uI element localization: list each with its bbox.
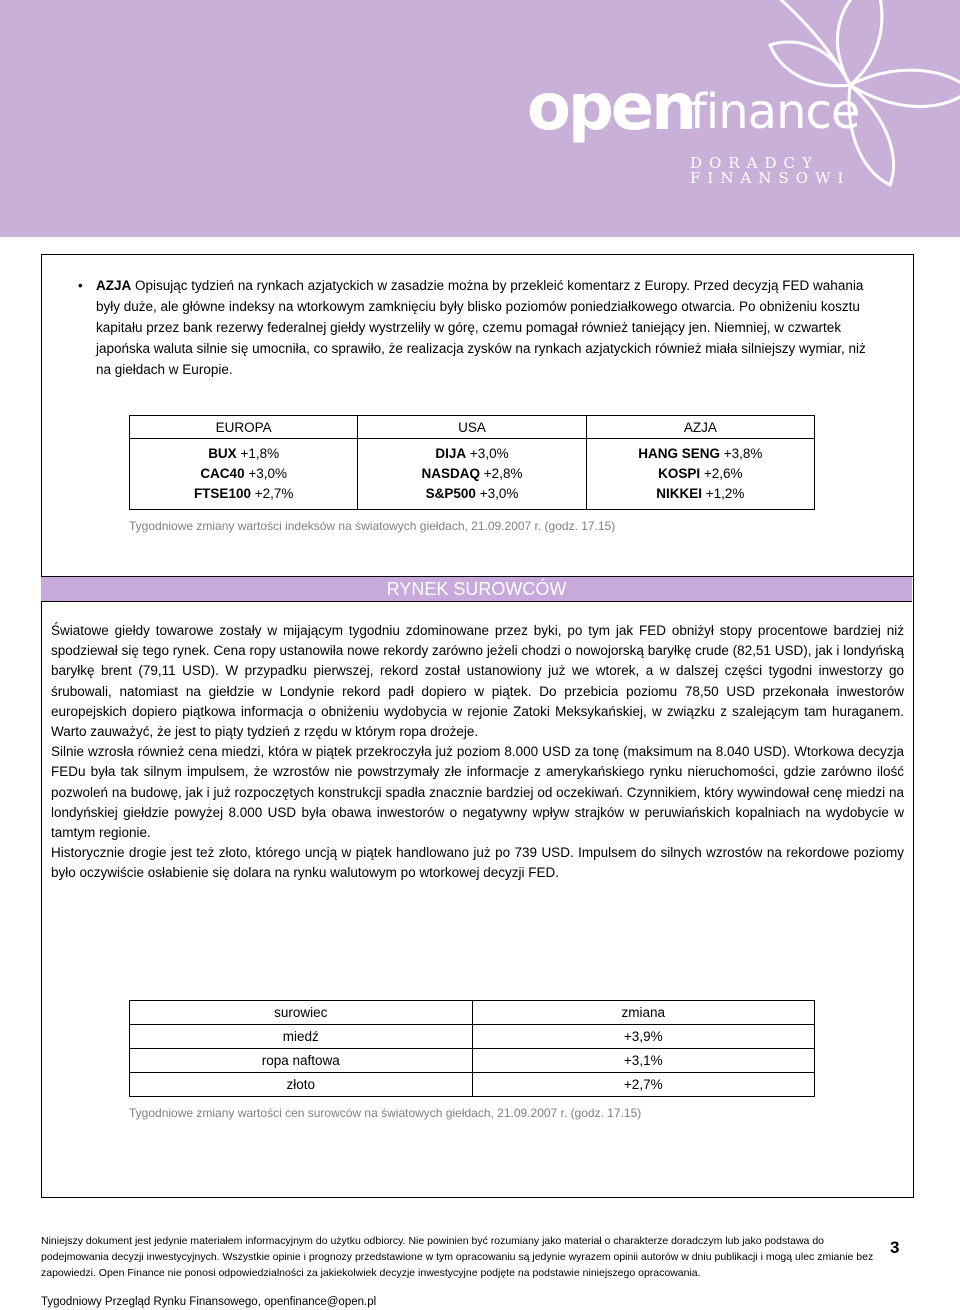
index-change: +3,0% <box>248 466 287 481</box>
index-header-europe: EUROPA <box>130 416 358 439</box>
index-change: +3,8% <box>723 446 763 461</box>
commodity-table <box>129 1000 815 1097</box>
index-change: +1,8% <box>240 446 280 461</box>
index-change: +3,0% <box>479 486 519 501</box>
change-header: zmiana <box>472 1001 815 1025</box>
commodities-paragraph: Silnie wzrosła również cena miedzi, która w piątek przekroczyła już poziom 8.000 USD za tonę (maksimum na 8.040 USD). Wtorkowa decyzja FEDu była tak silnym impulsem, że wzrostów nie powstrzymały złe informacje z amerykańskiego rynku nieruchomości, gdzie zarówno ilość pozwoleń na budowę, jak i już rozpoczętych konstrukcji spadła znacznie bardziej od oczekiwań. Czynnikiem, który wywindował cenę miedzi na londyńskiej giełdzie powyżej 8.000 USD była obawa inwestorów o negatywny wpływ strajków w peruwiańskich kopalniach na wydobycie w tamtym regionie. <box>51 744 904 841</box>
commodity-change: +2,7% <box>472 1073 815 1097</box>
section-title-bar <box>41 576 912 602</box>
index-name: HANG SENG <box>638 446 720 461</box>
commodity-name: miedź <box>130 1025 473 1049</box>
index-name: S&P500 <box>425 486 476 501</box>
index-name: BUX <box>208 446 237 461</box>
table-row <box>130 1049 815 1073</box>
index-name: KOSPI <box>658 466 701 481</box>
index-table-caption: Tygodniowe zmiany wartości indeksów na światowych giełdach, 21.09.2007 r. (godz. 17.15) <box>129 519 616 533</box>
page-number: 3 <box>890 1238 900 1257</box>
commodities-text <box>51 621 904 884</box>
index-name: FTSE100 <box>193 486 251 501</box>
page-header <box>0 0 960 237</box>
asia-paragraph <box>96 275 876 380</box>
commodity-change: +3,9% <box>472 1025 815 1049</box>
footer-publication: Tygodniowy Przegląd Rynku Finansowego, openfinance@open.pl <box>41 1296 377 1308</box>
index-cell-asia <box>586 439 814 510</box>
commodity-name: złoto <box>130 1073 473 1097</box>
table-row <box>130 1001 815 1025</box>
index-header-usa: USA <box>358 416 586 439</box>
index-change: +2,6% <box>703 466 743 481</box>
index-cell-usa <box>358 439 586 510</box>
footer-disclaimer: Niniejszy dokument jest jedynie materiałem informacyjnym do użytku odbiorcy. Nie powinien być rozumiany jako materiał o charakterze doradczym lub jako podstawa do podejmowania decyzji inwestycyjnych. Wszystkie opinie i prognozy przedstawione w tym opracowaniu są jedynie wyrazem opinii autorów w dniu publikacji i mogą ulec zmianie bez zapowiedzi. Open Finance nie ponosi odpowiedzialności za jakiekolwiek decyzje inwestycyjne podjęte na podstawie niniejszego opracowania. <box>41 1235 874 1279</box>
table-row <box>130 1025 815 1049</box>
commodities-paragraph: Historycznie drogie jest też złoto, którego uncją w piątek handlowano już po 739 USD. Impulsem do silnych wzrostów na rekordowe poziomy było oczywiście osłabienie się dolara na rynku walutowym po wtorkowej decyzji FED. <box>51 845 904 881</box>
asia-lead: AZJA <box>96 278 132 293</box>
index-change: +2,8% <box>483 466 523 481</box>
commodity-change: +3,1% <box>472 1049 815 1073</box>
index-table <box>129 415 815 510</box>
index-name: DIJA <box>435 446 467 461</box>
index-name: NASDAQ <box>421 466 481 481</box>
index-change: +3,0% <box>469 446 509 461</box>
logo-finance-text: finance <box>690 84 860 140</box>
index-change: +2,7% <box>254 486 294 501</box>
logo-open-text: open <box>527 71 694 145</box>
index-header-asia: AZJA <box>586 416 814 439</box>
asia-text: Opisując tydzień na rynkach azjatyckich w zasadzie można by przekleić komentarz z Europy. Przed decyzją FED wahania były duże, ale główne indeksy na wtorkowym zamknięciu były blisko poziomów poniedziałkowego otwarcia. Po obniżeniu kosztu kapitału przez bank rezerwy federalnej giełdy wystrzeliły w górę, czemu pomagał również taniejący jen. Niemniej, w czwartek japońska waluta silnie się umocniła, co sprawiło, że realizacja zysków na rynkach azjatyckich również miała silniejszy wymiar, niż na giełdach w Europie. <box>96 278 866 377</box>
index-name: CAC40 <box>200 466 245 481</box>
index-cell-europe <box>130 439 358 510</box>
commodities-paragraph: Światowe giełdy towarowe zostały w mijającym tygodniu zdominowane przez byki, po tym jak FED obniżył stopy procentowe bardziej niż spodziewał się tego rynek. Cena ropy ustanowiła nowe rekordy zarówno jeżeli chodzi o nowojorską baryłkę crude (82,51 USD), jak i londyńską baryłkę brent (79,11 USD). W przypadku pierwszej, rekord został ustanowiony już we wtorek, a w dalszej części tygodni inwestorzy go śrubowali, natomiast na giełdzie w Londynie rekord padł dopiero w piątek. Do przebicia poziomu 78,50 USD przekonała inwestorów europejskich dopiero piątkowa informacja o obniżeniu wydobycia w rejonie Zatoki Meksykańskiej, w związku z szalejącym tam huraganem. Warto zauważyć, że jest to piąty tydzień z rzędu w którym ropa drożeje. <box>51 623 904 740</box>
table-row <box>130 1073 815 1097</box>
index-change: +1,2% <box>705 486 745 501</box>
section-title: RYNEK SUROWCÓW <box>386 579 567 599</box>
commodity-header: surowiec <box>130 1001 473 1025</box>
logo-tagline: DORADCY FINANSOWI <box>690 154 851 187</box>
commodity-table-caption: Tygodniowe zmiany wartości cen surowców na światowych giełdach, 21.09.2007 r. (godz. 17.15) <box>129 1106 642 1120</box>
index-name: NIKKEI <box>656 486 702 501</box>
bullet-icon: • <box>78 278 83 293</box>
commodity-name: ropa naftowa <box>130 1049 473 1073</box>
